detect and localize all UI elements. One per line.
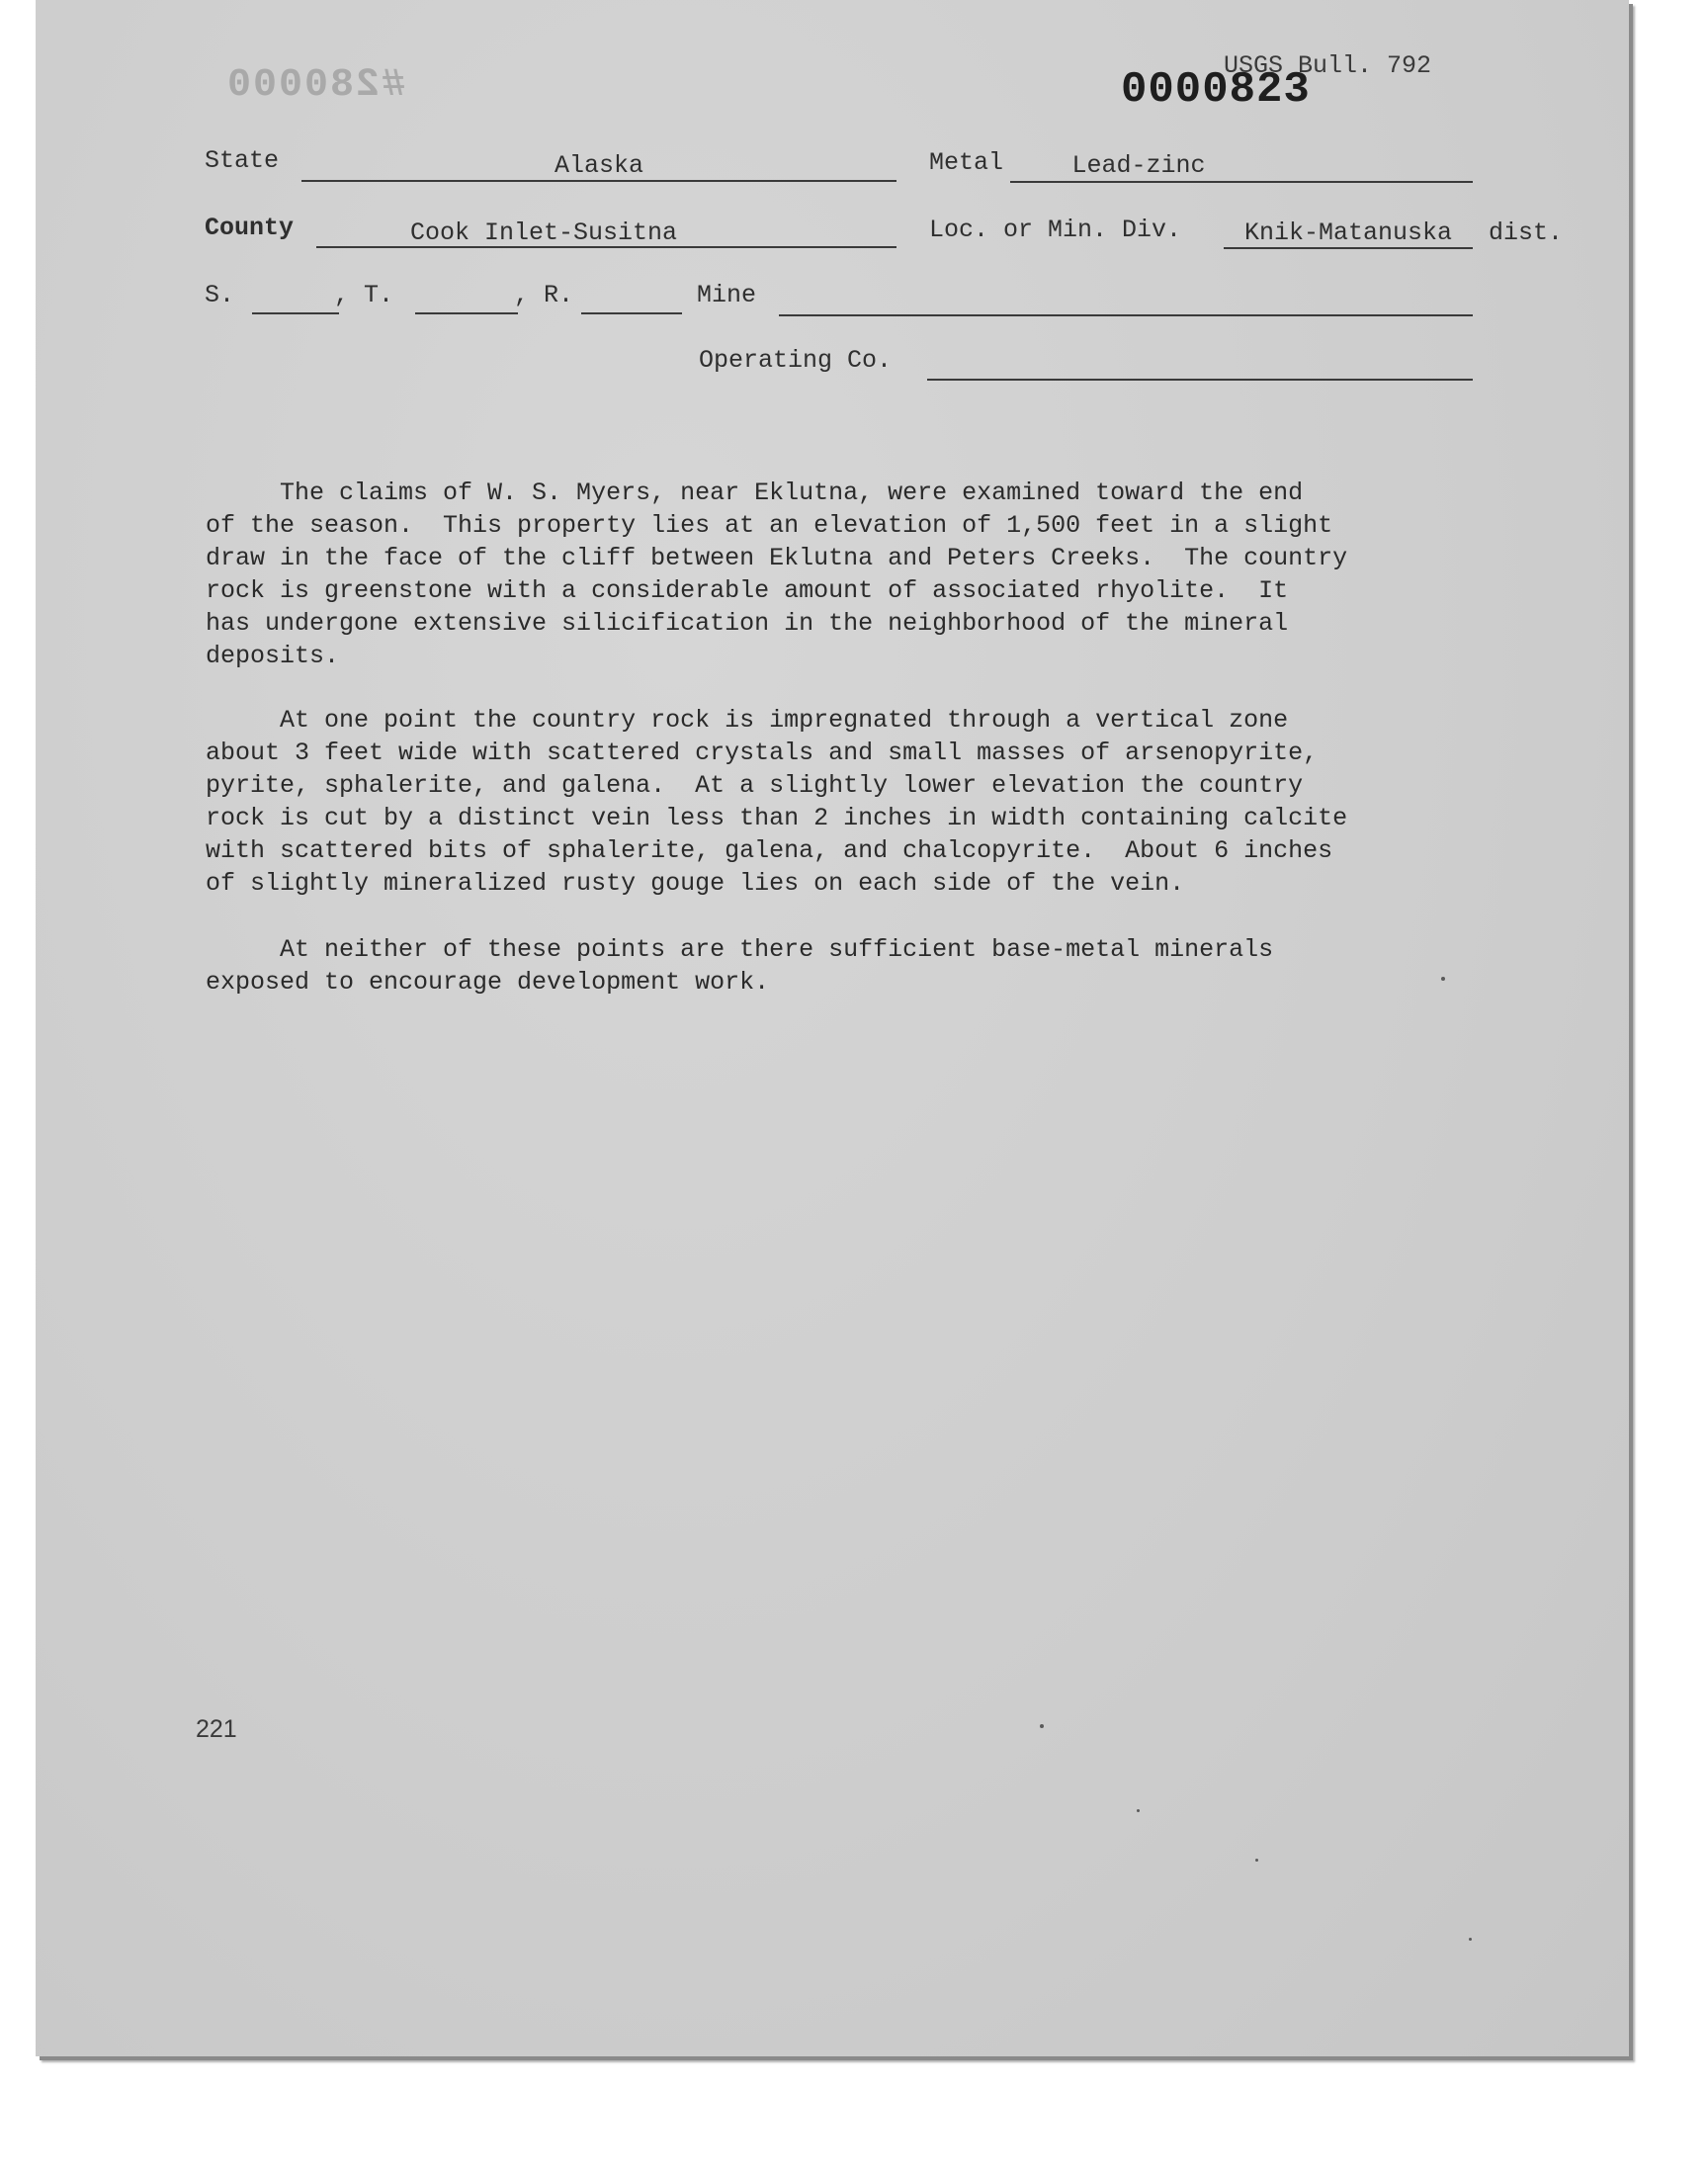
scan-speck	[1469, 1938, 1472, 1941]
operating-co-label: Operating Co.	[699, 346, 893, 375]
section-label: S.	[205, 281, 235, 309]
scan-speck	[1441, 977, 1445, 981]
scan-speck	[1255, 1859, 1258, 1862]
bulletin-reference: USGS Bull. 792	[1224, 51, 1432, 80]
loc-suffix: dist.	[1489, 218, 1564, 247]
county-label: County	[205, 214, 295, 242]
county-value: Cook Inlet-Susitna	[409, 218, 678, 247]
paragraph-3: At neither of these points are there sufficient base-metal minerals exposed to encourage development work.	[206, 935, 1274, 997]
state-line	[301, 180, 897, 182]
ghost-stamp: #280000	[225, 63, 406, 108]
state-label: State	[205, 146, 280, 175]
operating-co-line	[927, 379, 1473, 381]
scan-speck	[1040, 1724, 1044, 1728]
township-line	[415, 312, 518, 314]
paragraph-2: At one point the country rock is impregnated through a vertical zone about 3 feet wide with scattered crystals and small masses of arsenopyrite, pyrite, sphalerite, and galena. At a slightly lower elevation the country rock is cut by a distinct vein less than 2 inches in width containing calcite with scattered bits of sphalerite, galena, and chalcopyrite. About 6 inches of slightly mineralized rusty gouge lies on each side of the vein.	[206, 706, 1348, 898]
metal-value: Lead-zinc	[1071, 151, 1206, 180]
paragraph-1: The claims of W. S. Myers, near Eklutna, were examined toward the end of the season. This property lies at an elevation of 1,500 feet in a slight draw in the face of the cliff between Eklutna and Peters Creeks. The country rock is greenstone with a considerable amount of associated rhyolite. It has undergone extensive silicification in the neighborhood of the mineral deposits.	[206, 478, 1348, 670]
document-sheet	[36, 0, 1629, 2056]
loc-value: Knik-Matanuska	[1243, 218, 1453, 247]
loc-label: Loc. or Min. Div.	[929, 216, 1182, 244]
section-line	[252, 312, 339, 314]
mine-label: Mine	[697, 281, 757, 309]
mine-line	[779, 314, 1473, 316]
range-label: , R.	[514, 281, 574, 309]
loc-line	[1224, 247, 1473, 249]
township-label: , T.	[334, 281, 394, 309]
scan-speck	[1137, 1809, 1140, 1812]
page-number: 221	[196, 1715, 237, 1743]
state-value: Alaska	[554, 151, 643, 180]
document-number-stamp: 0000823	[1121, 65, 1311, 115]
metal-line	[1010, 181, 1473, 183]
metal-label: Metal	[929, 148, 1004, 177]
range-line	[581, 312, 682, 314]
